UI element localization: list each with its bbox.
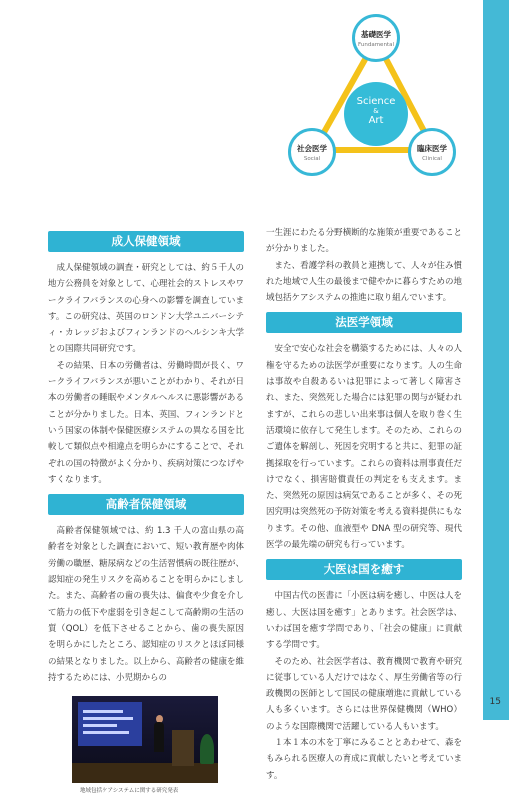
paragraph: 成人保健領域の調査・研究としては、約５千人の地方公務員を対象として、心理社会的ストレスやワークライフバランスの心身への影響を調査しています。この研究は、英国のロンドン大学ユニバーシティ・カレッジおよびフィンランドのヘルシンキ大学との国際共同研究です。 — [48, 263, 244, 355]
section-heading-forensic: 法医学領域 — [266, 312, 462, 333]
center-science-art — [344, 82, 408, 146]
node-social — [288, 128, 336, 176]
paragraph: また、看護学科の教員と連携して、人々が住み慣れた地域で人生の最後まで健やかに暮らすための地域包括ケアシステムの推進に取り組んでいます。 — [266, 260, 462, 304]
paragraph: 中国古代の医書に「小医は病を癒し、中医は人を癒し、大医は国を癒す」とあります。社会医学は、いわば国を癒す学問であり、「社会の健康」に貢献する学問です。 — [266, 591, 462, 651]
section-heading-adult-health: 成人保健領域 — [48, 231, 244, 252]
projection-screen — [78, 702, 142, 746]
section-heading-great-doctor: 大医は国を癒す — [266, 559, 462, 580]
paragraph: そのため、社会医学者は、教育機関で教育や研究に従事している人だけではなく、厚生労働省等の行政機関の医師として国民の健康増進に貢献している人も多くいます。さらには世界保健機関（WHO）のような国際機関で活躍している人もいます。 — [266, 656, 462, 732]
speaker-figure — [154, 722, 164, 752]
node-clinical-jp: 臨床医学 — [417, 144, 447, 153]
podium — [172, 730, 194, 766]
left-column — [48, 225, 244, 795]
paragraph: １本１本の木を丁寧にみることとあわせて、森をもみられる医療人の育成に貢献したいと考えています。 — [266, 738, 462, 781]
lecture-photo — [72, 696, 218, 783]
paragraph: 安全で安心な社会を構築するためには、人々の人権を守るための法医学が重要になります。人の生命は事故や自殺あるいは犯罪によって著しく障害され、また、突然死した場合には犯罪の関与が疑われますが、これらの悲しい出来事は個人を取り巻く生活環境に依存して発生します。そのため、これらのご遺体を解剖し、死因を究明すると共に、犯罪の証拠採取を行っています。これらの資料は刑事責任だけでなく、損害賠償責任の判定をも支えます。また、突然死の原因は病気であることが多く、その死因究明は突然死の予防対策を考える資料提供にもなります。その他、血液型や DNA 型の研究等、現代医学の最先端の研究も行っています。 — [266, 344, 463, 551]
center-line-science: Science — [356, 96, 396, 107]
paragraph: 高齢者保健領域では、約 1.3 千人の富山県の高齢者を対象とした調査において、短い教育歴や肉体労働の職歴、糖尿病などの生活習慣病の既往歴が、認知症の発生リスクを高めることを明らかにしました。また、高齢者の歯の喪失は、偏食や少食を介して筋力の低下や虚弱を引き起こして高齢期の生活の質（QOL）を低下させることから、歯の喪失原因を明らかにしたところ、認知症のリスクとほぼ同様の結果となりました。以上から、高齢者の健康を維持するためには、小児期からの — [48, 526, 244, 683]
section-heading-elderly-health: 高齢者保健領域 — [48, 494, 244, 515]
stage-floor — [72, 763, 218, 783]
node-social-jp: 社会医学 — [297, 144, 327, 153]
node-fundamental — [352, 14, 400, 62]
center-ampersand: & — [373, 107, 379, 115]
right-column — [266, 225, 462, 784]
node-clinical — [408, 128, 456, 176]
node-fundamental-en: Fundamental — [358, 42, 394, 48]
paragraph: 一生涯にわたる分野横断的な施策が重要であることが分かりました。 — [266, 228, 462, 255]
node-fundamental-jp: 基礎医学 — [361, 30, 391, 39]
photo-caption: 地域包括ケアシステムに関する研究発表 — [80, 788, 179, 795]
side-color-bar — [483, 0, 509, 720]
plant — [200, 734, 214, 764]
node-clinical-en: Clinical — [422, 156, 442, 162]
center-line-art: Art — [368, 115, 384, 126]
node-social-en: Social — [303, 156, 321, 162]
science-art-diagram — [280, 10, 480, 190]
paragraph: その結果、日本の労働者は、労働時間が長く、ワークライフバランスが悪いことがわかり、それが日本の労働者の睡眠やメンタルヘルスに悪影響があることが分かりました。日本、英国、フィンランドという国家の体制や保健医療システムの異なる国を比較して類似点や相違点を明らかにすることで、それぞれの国の特徴がよく分かり、疾病対策につなげやすくなります。 — [48, 360, 244, 485]
page-number: 15 — [489, 697, 501, 707]
